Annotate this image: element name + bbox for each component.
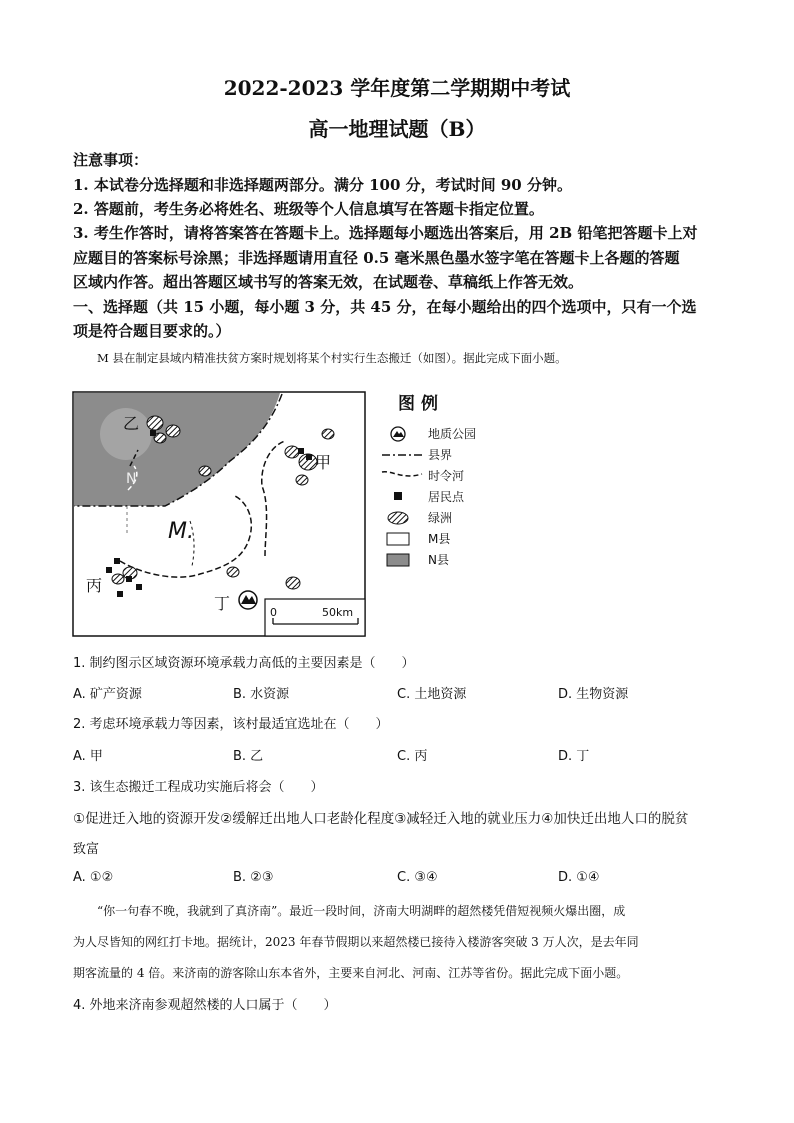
legend-m-county: M县 [428,532,451,546]
label-yi: 乙 [123,414,140,433]
settlement-mark [114,558,120,564]
question-intro-2-line-3: 期客流量的 4 倍。来济南的游客除山东本省外，主要来自河北、河南、江苏等省份。据此完成下面小题。 [73,966,629,980]
question-3-items-line-1: ①促进迁入地的资源开发②缓解迁出地人口老龄化程度③减轻迁入地的就业压力④加快迁出地人口的脱贫 [73,811,689,827]
oasis-mark [147,416,163,430]
settlement-mark [106,567,112,573]
q1-option-b[interactable]: B. 水资源 [233,687,290,702]
legend-river: 时令河 [428,469,465,483]
settlement-mark [306,454,312,460]
settlement-mark [150,430,156,436]
legend-settlement: 居民点 [428,490,465,504]
settlement-mark [298,448,304,454]
exam-title: 2022-2023 学年度第二学期期中考试 [223,76,571,100]
oasis-mark [322,429,334,439]
q3-option-b[interactable]: B. ②③ [233,870,274,885]
label-ding: 丁 [214,594,231,613]
q1-option-c[interactable]: C. 土地资源 [397,687,467,702]
question-4-stem: 4. 外地来济南参观超然楼的人口属于（ ） [73,998,337,1013]
q3-option-a[interactable]: A. ①② [73,870,114,885]
oasis-mark [285,446,299,458]
settlement-mark [136,584,142,590]
settlement-mark [117,591,123,597]
q2-option-b[interactable]: B. 乙 [233,749,264,764]
question-intro-1: M 县在制定县域内精准扶贫方案时规划将某个村实行生态搬迁（如图）。据此完成下面小题。 [97,351,567,365]
note-item-2: 2. 答题前，考生务必将姓名、班级等个人信息填写在答题卡指定位置。 [73,200,544,218]
label-n: N [126,471,137,487]
scale-km: 50km [322,606,354,619]
question-intro-2-line-1: “你一句春不晚，我就到了真济南”。最近一段时间，济南大明湖畔的超然楼凭借短视频火爆出圈，成 [97,904,626,918]
legend-oasis-icon [388,512,408,524]
oasis-mark [112,574,124,584]
question-2-stem: 2. 考虑环境承载力等因素，该村最适宜选址在（ ） [73,717,389,732]
question-1-stem: 1. 制约图示区域资源环境承载力高低的主要因素是（ ） [73,656,415,671]
notes-heading: 注意事项： [73,151,149,169]
question-3-stem: 3. 该生态搬迁工程成功实施后将会（ ） [73,780,324,795]
label-m: M. [168,519,194,544]
legend-oasis: 绿洲 [428,511,453,525]
q2-option-d[interactable]: D. 丁 [558,749,590,764]
oasis-mark [166,425,180,437]
note-item-3-line-1: 3. 考生作答时，请将答案答在答题卡上。选择题每小题选出答案后，用 2B 铅笔把答题卡上对 [73,224,698,242]
note-item-1: 1. 本试卷分选择题和非选择题两部分。满分 100 分，考试时间 90 分钟。 [73,176,572,194]
question-3-items-line-2: 致富 [73,842,100,857]
section-heading-line-1: 一、选择题（共 15 小题，每小题 3 分，共 45 分，在每小题给出的四个选项中，只有一个选 [73,298,697,316]
oasis-mark [286,577,300,589]
legend-geopark: 地质公园 [428,427,477,441]
label-jia: 甲 [315,453,332,472]
oasis-mark [296,475,308,485]
legend-m-county-icon [387,533,409,545]
map-figure [70,386,477,638]
legend-county-border: 县界 [428,448,453,462]
scale-zero: 0 [270,606,277,619]
label-bing: 丙 [86,576,103,595]
settlement-mark [126,576,132,582]
legend-settlement-icon [394,492,402,500]
section-heading-line-2: 项是符合题目要求的。） [73,322,231,340]
q3-option-d[interactable]: D. ①④ [558,870,600,885]
oasis-mark [199,466,211,476]
note-item-3-line-2: 应题目的答案标号涂黑；非选择题请用直径 0.5 毫米黑色墨水签字笔在答题卡上各题的答题 [73,249,680,267]
exam-subtitle: 高一地理试题（B） [308,117,486,141]
legend-title: 图 例 [398,394,438,414]
legend-n-county: N县 [428,553,449,567]
legend-n-county-icon [387,554,409,566]
q2-option-c[interactable]: C. 丙 [397,749,428,764]
legend-river-icon [382,472,422,476]
note-item-3-line-3: 区域内作答。超出答题区域书写的答案无效，在试题卷、草稿纸上作答无效。 [73,273,584,291]
q3-option-c[interactable]: C. ③④ [397,870,438,885]
oasis-mark [227,567,239,577]
q1-option-a[interactable]: A. 矿产资源 [73,687,142,702]
question-intro-2-line-2: 为人尽皆知的网红打卡地。据统计，2023 年春节假期以来超然楼已接待入楼游客突破 3 万人次，是去年同 [73,935,639,949]
q1-option-d[interactable]: D. 生物资源 [558,687,629,702]
q2-option-a[interactable]: A. 甲 [73,749,103,764]
